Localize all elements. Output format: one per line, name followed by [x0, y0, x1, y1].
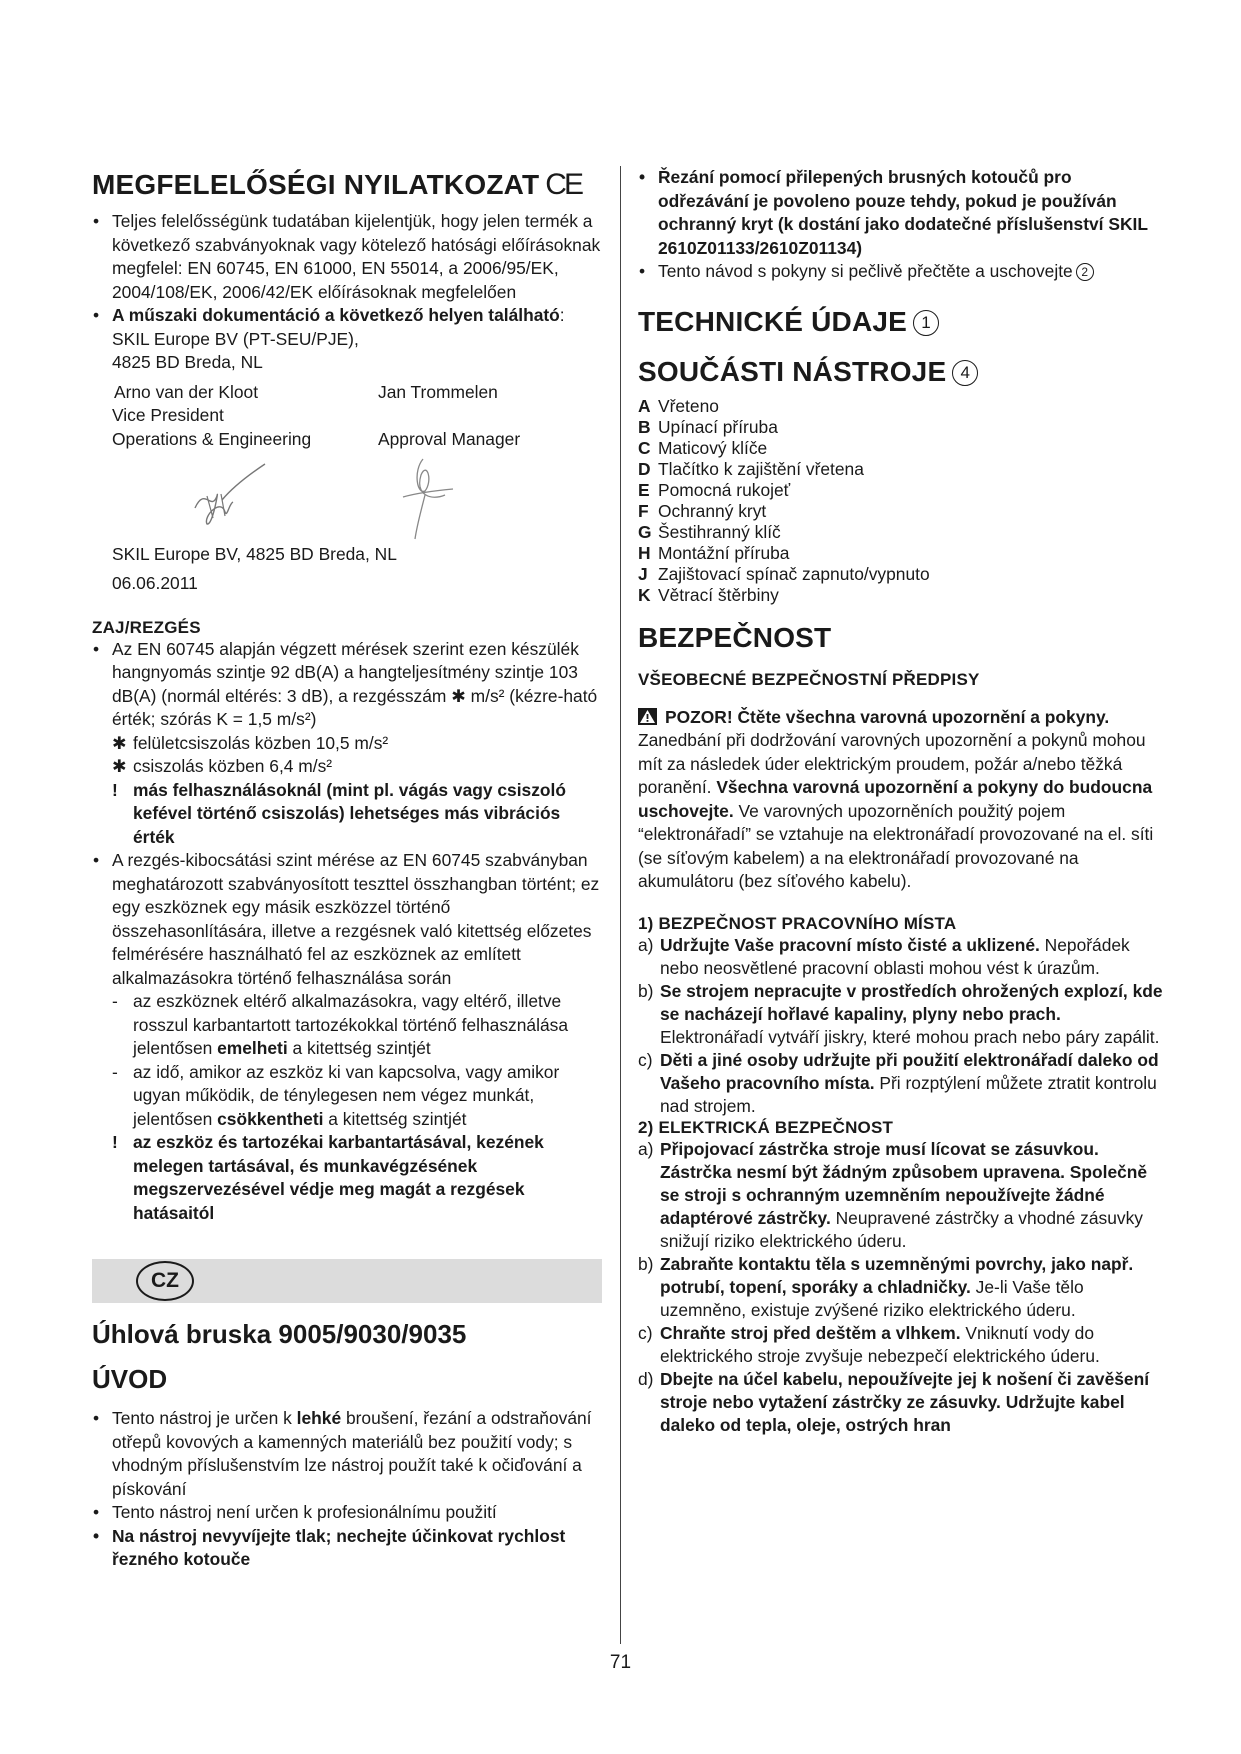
- intro-bullet-3: • Na nástroj nevyvíjejte tlak; nechejte účinkovat rychlost řezného kotouče: [92, 1525, 602, 1572]
- part-key: B: [638, 416, 651, 437]
- part-key: K: [638, 584, 651, 605]
- figure-ref-icon: 2: [1076, 263, 1094, 281]
- section-1-list: [638, 934, 1163, 1118]
- rule-bold: Se strojem nepracujte v prostředích ohrožených explozí, kde se nacházejí hořlavé kapaliny, plyny nebo prach.: [660, 980, 1163, 1024]
- part-key: D: [638, 458, 651, 479]
- section-1-title: 1) BEZPEČNOST PRACOVNÍHO MÍSTA: [638, 913, 957, 933]
- rule-text: Neupravené zástrčky a vhodné zásuvky snižují riziko elektrického úderu.: [660, 1207, 1144, 1251]
- safety-rule: [638, 1138, 1163, 1253]
- rule-text: Je-li Vaše tělo uzemněno, existuje zvýšené riziko elektrického úderu.: [660, 1276, 1084, 1320]
- rule-marker: c): [638, 1322, 653, 1343]
- part-item: [638, 396, 1163, 417]
- parts-list: [638, 396, 1163, 606]
- exclamation-icon: !: [112, 1132, 118, 1152]
- noise-bullet-2: • A rezgés-kibocsátási szint mérése az EN 60745 szabványban meghatározott szabványosított teszttel összhangban történt; ez egy eszköznek egy másik eszközzel történő összehasonlítására, illetve a rezgésnek való kitettség előzetes felmérésére használható fel az eszköznek az említett alkalmazásokra történő felhasználása során: [92, 849, 602, 990]
- section-2-title: 2) ELEKTRICKÁ BEZPEČNOST: [638, 1117, 894, 1137]
- signer-name-1: Arno van der Kloot: [114, 381, 259, 402]
- noise-bullet-1: • Az EN 60745 alapján végzett mérések szerint ezen készülék hangnyomás szintje 92 dB(A) a hangteljesítmény szintje 103 dB(A) (normál eltérés: 3 dB), a rezgésszám ✱ m/s² (kézre-ható érték; szórás K = 1,5 m/s²): [92, 638, 602, 732]
- declaration-documentation: • A műszaki dokumentáció a következő helyen található: SKIL Europe BV (PT-SEU/PJE),: [92, 304, 602, 351]
- part-label: Upínací příruba: [658, 416, 778, 437]
- signature-2-icon: [387, 451, 467, 543]
- declaration-bullet: • Teljes felelősségünk tudatában kijelentjük, hogy jelen termék a következő szabványoknak vagy kötelező hatósági előírásoknak megfelel: EN 60745, EN 61000, EN 55014, a 2006/95/EK, 2004/108/EK, 2006/42/EK előírásoknak megfelelően: [92, 210, 602, 304]
- rule-bold: Děti a jiné osoby udržujte při použití elektronářadí daleko od Vašeho pracovního místa.: [660, 1049, 1159, 1093]
- ce-mark-icon: CE: [545, 168, 581, 201]
- asterisk-icon: ✱: [112, 756, 127, 776]
- noise-warning-1: ! más felhasználásoknál (mint pl. vágás vagy csiszoló kefével történő csiszolás) lehetséges más vibrációs érték: [112, 779, 566, 847]
- general-safety-title: VŠEOBECNÉ BEZPEČNOSTNÍ PŘEDPISY: [638, 669, 980, 689]
- safety-rule: [638, 934, 1163, 980]
- signer-title-1b: Operations & Engineering: [112, 428, 312, 449]
- part-key: A: [638, 395, 651, 416]
- signer-title-2: Approval Manager: [378, 428, 521, 449]
- right-column: [638, 166, 1163, 1437]
- page-number: 71: [609, 1652, 632, 1673]
- general-warning: POZOR! Čtěte všechna varovná upozornění a pokyny. Zanedbání při dodržování varovných upozornění a pokynů mohou mít za následek úder elektrickým proudem, požár a/nebo těžká poranění. Všechna varovná upozornění a pokyny do budoucna uschovejte. Ve varovných upozorněních použitý pojem “elektronářadí” se vztahuje na elektronářadí provozované na el. síti (se síťovým kabelem) a na elektronářadí provozované na akumulátoru (bez síťového kabelu).: [638, 706, 1154, 891]
- part-item: [638, 417, 1163, 438]
- part-label: Šestihranný klíč: [658, 521, 781, 542]
- signature-1-icon: [177, 456, 277, 536]
- signer-title-1: Vice President: [112, 404, 224, 425]
- asterisk-icon: ✱: [112, 732, 127, 753]
- part-label: Ochranný kryt: [658, 500, 767, 521]
- safety-title: BEZPEČNOST: [638, 621, 832, 653]
- part-key: F: [638, 500, 649, 521]
- part-label: Tlačítko k zajištění vřetena: [658, 458, 864, 479]
- language-badge: CZ: [136, 1261, 194, 1301]
- declaration-address: 4825 BD Breda, NL: [112, 352, 263, 372]
- safety-rule: [638, 1368, 1163, 1437]
- part-item: [638, 564, 1163, 585]
- rule-marker: c): [638, 1049, 653, 1070]
- part-key: C: [638, 437, 651, 458]
- part-item: [638, 501, 1163, 522]
- part-label: Vřeteno: [658, 395, 719, 416]
- part-item: [638, 480, 1163, 501]
- section-2-list: [638, 1138, 1163, 1437]
- part-label: Pomocná rukojeť: [658, 479, 791, 500]
- signatures: [92, 451, 602, 543]
- signature-titles-2: [92, 428, 602, 451]
- part-label: Maticový klíče: [658, 437, 768, 458]
- part-item: [638, 585, 1163, 606]
- language-bar: [92, 1259, 602, 1303]
- parts-title: SOUČÁSTI NÁSTROJE 4: [638, 356, 1163, 388]
- safety-rule: [638, 1322, 1163, 1368]
- product-title: Úhlová bruska 9005/9030/9035: [92, 1319, 467, 1349]
- technical-data-title: TECHNICKÉ ÚDAJE 1: [638, 306, 1163, 338]
- rule-text: Při rozptýlení můžete ztratit kontrolu nad strojem.: [660, 1072, 1157, 1116]
- rule-marker: a): [638, 1138, 654, 1159]
- part-label: Větrací štěrbiny: [658, 584, 779, 605]
- part-item: [638, 459, 1163, 480]
- rule-marker: d): [638, 1368, 654, 1389]
- intro-bullet-2: • Tento nástroj není určen k profesionálnímu použití: [92, 1501, 602, 1525]
- intro-title: ÚVOD: [92, 1364, 168, 1394]
- safety-rule: [638, 1049, 1163, 1118]
- figure-ref-icon: 4: [952, 360, 978, 386]
- rule-bold: Dbejte na účel kabelu, nepoužívejte jej k nošení či zavěšení stroje nebo vytažení zástrčky ze zásuvky. Udržujte kabel daleko od tepla, oleje, ostrých hran: [660, 1368, 1150, 1435]
- rule-marker: b): [638, 980, 654, 1001]
- rule-text: Elektronářadí vytváří jiskry, které mohou prach nebo páry zapálit.: [660, 1026, 1160, 1047]
- rule-text: Nepořádek nebo neosvětlené pracovní oblasti mohou vést k úrazům.: [660, 934, 1130, 978]
- rule-bold: Udržujte Vaše pracovní místo čisté a uklizené.: [660, 934, 1040, 955]
- safety-rule: [638, 980, 1163, 1049]
- declaration-title: MEGFELELŐSÉGI NYILATKOZAT CE: [92, 168, 581, 201]
- rule-text: Vniknutí vody do elektrického stroje zvyšuje nebezpečí elektrického úderu.: [660, 1322, 1100, 1366]
- part-label: Zajištovací spínač zapnuto/vypnuto: [658, 563, 930, 584]
- declaration-date: 06.06.2011: [112, 573, 198, 593]
- part-key: E: [638, 479, 650, 500]
- noise-warning-2: ! az eszköz és tartozékai karbantartásával, kezének melegen tartásával, és munkavégzésének megszervezésével védje meg magát a rezgések hatásaitól: [112, 1132, 544, 1223]
- rule-bold: Připojovací zástrčka stroje musí lícovat se zásuvkou. Zástrčka nesmí být žádným způsobem upravena. Společně se stroji s ochranným uzemněním nepoužívejte žádné adaptérové zástrčky.: [660, 1138, 1148, 1228]
- safety-rule: [638, 1253, 1163, 1322]
- noise-value-2: ✱ csiszolás közben 6,4 m/s²: [92, 755, 602, 779]
- figure-ref-icon: 1: [913, 310, 939, 336]
- signature-titles: [92, 404, 602, 427]
- part-label: Montážní příruba: [658, 542, 790, 563]
- rule-bold: Zabraňte kontaktu těla s uzemněnými povrchy, jako např. potrubí, topení, sporáky a chladničky.: [660, 1253, 1134, 1297]
- cutting-note: • Řezání pomocí přilepených brusných kotoučů pro odřezávání je povoleno pouze tehdy, pokud je používán ochranný kryt (k dostání jako dodatečné příslušenství SKIL 2610Z01133/2610Z01134): [638, 166, 1163, 260]
- rule-bold: Chraňte stroj před deštěm a vlhkem.: [660, 1322, 961, 1343]
- part-key: J: [638, 563, 648, 584]
- left-column: [92, 168, 602, 1572]
- rule-marker: a): [638, 934, 654, 955]
- part-key: G: [638, 521, 652, 542]
- part-item: [638, 522, 1163, 543]
- warning-icon: [638, 708, 657, 725]
- manual-note: • Tento návod s pokyny si pečlivě přečtěte a uschovejte 2: [638, 260, 1163, 284]
- exclamation-icon: !: [112, 779, 118, 800]
- signature-names: [92, 381, 602, 404]
- part-item: [638, 438, 1163, 459]
- noise-dash-2: - az idő, amikor az eszköz ki van kapcsolva, vagy amikor ugyan működik, de ténylegesen nem végez munkát, jelentősen csökkentheti a kitettség szintjét: [112, 1061, 560, 1129]
- noise-dash-1: - az eszköznek eltérő alkalmazásokra, vagy eltérő, illetve rosszul karbantartott tartozékokkal történő felhasználása jelentősen emelheti a kitettség szintjét: [112, 991, 568, 1058]
- intro-bullet-1: • Tento nástroj je určen k lehké broušení, řezání a odstraňování otřepů kovových a kamenných materiálů bez použití vody; s vhodným příslušenstvím lze nástroj použít také k očiďování a pískování: [92, 1407, 602, 1501]
- column-divider: [620, 166, 621, 1644]
- part-item: [638, 543, 1163, 564]
- noise-value-1: ✱ felületcsiszolás közben 10,5 m/s²: [92, 732, 602, 756]
- rule-marker: b): [638, 1253, 654, 1274]
- part-key: H: [638, 542, 651, 563]
- noise-title: ZAJ/REZGÉS: [92, 617, 201, 637]
- signer-name-2: Jan Trommelen: [378, 381, 498, 402]
- company-line: SKIL Europe BV, 4825 BD Breda, NL: [112, 543, 397, 564]
